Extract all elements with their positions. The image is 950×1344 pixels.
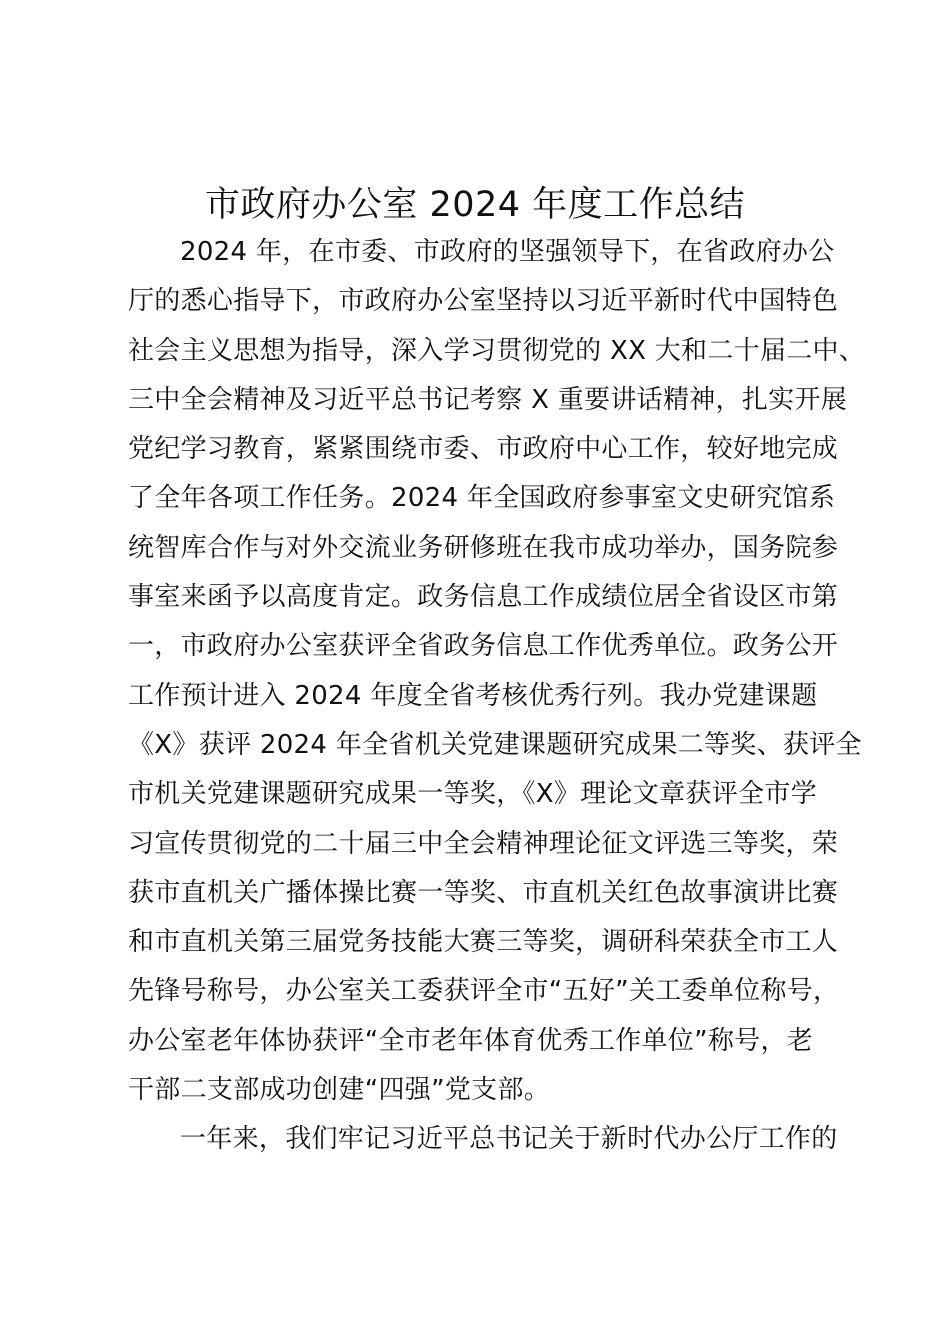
paragraph-line: 工作预计进入 2024 年度全省考核优秀行列。我办党建课题: [128, 680, 818, 711]
paragraph-line: 了全年各项工作任务。2024 年全国政府参事室文史研究馆系: [128, 483, 836, 514]
paragraph-1: [128, 228, 868, 1115]
paragraph-line: 《X》获评 2024 年全省机关党建课题研究成果二等奖、获评全: [128, 729, 862, 760]
paragraph-line: 2024 年，在市委、市政府的坚强领导下，在省政府办公: [180, 237, 835, 267]
paragraph-line: 党纪学习教育，紧紧围绕市委、市政府中心工作，较好地完成: [128, 434, 839, 465]
paragraph-line: 办公室老年体协获评“全市老年体育优秀工作单位”称号，老: [128, 1025, 814, 1056]
paragraph-line: 一年来，我们牢记习近平总书记关于新时代办公厅工作的: [180, 1124, 838, 1155]
document-body: [128, 228, 868, 1165]
paragraph-line: 三中全会精神及习近平总书记考察 X 重要讲话精神，扎实开展: [128, 384, 848, 415]
paragraph-line: 先锋号称号，办公室关工委获评全市“五好”关工委单位称号，: [128, 976, 840, 1007]
paragraph-2: [128, 1115, 868, 1164]
paragraph-line: 市机关党建课题研究成果一等奖，《X》理论文章获评全市学: [128, 779, 817, 810]
paragraph-line: 习宣传贯彻党的二十届三中全会精神理论征文评选三等奖，荣: [128, 828, 839, 859]
paragraph-line: 统智库合作与对外交流业务研修班在我市成功举办，国务院参: [128, 532, 839, 563]
paragraph-line: 获市直机关广播体操比赛一等奖、市直机关红色故事演讲比赛: [128, 877, 839, 908]
paragraph-line: 干部二支部成功创建“四强”党支部。: [128, 1075, 551, 1106]
paragraph-line: 厅的悉心指导下，市政府办公室坚持以习近平新时代中国特色: [128, 286, 839, 317]
document-title: 市政府办公室 2024 年度工作总结: [204, 185, 746, 225]
paragraph-line: 一，市政府办公室获评全省政务信息工作优秀单位。政务公开: [128, 631, 839, 662]
paragraph-line: 和市直机关第三届党务技能大赛三等奖，调研科荣获全市工人: [128, 927, 839, 958]
paragraph-line: 事室来函予以高度肯定。政务信息工作成绩位居全省设区市第: [128, 582, 839, 613]
paragraph-line: 社会主义思想为指导，深入学习贯彻党的 XX 大和二十届二中、: [128, 335, 866, 366]
